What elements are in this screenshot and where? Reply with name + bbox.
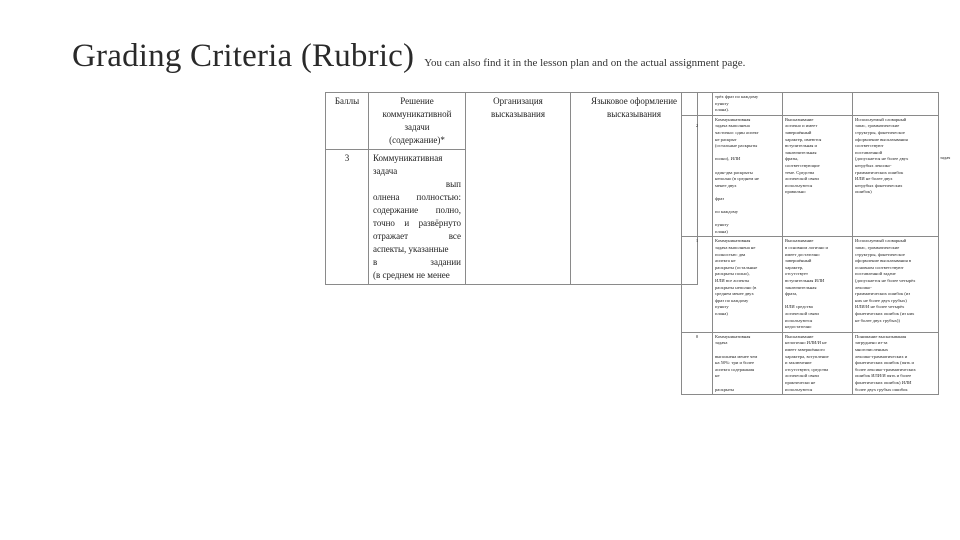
row-score-1 bbox=[682, 237, 939, 332]
cell-line: Коммуникативная bbox=[715, 238, 751, 244]
cell-line: (остальные раскрыты bbox=[715, 143, 758, 149]
cell-line: оформление высказывания bbox=[855, 136, 908, 142]
cell-line: ошибок) bbox=[855, 189, 872, 195]
cell-line: практически не bbox=[785, 379, 816, 385]
score-1: 1 bbox=[682, 237, 713, 332]
cell-line: (допускается не более двух bbox=[855, 156, 909, 162]
cell-line: фраз bbox=[715, 195, 725, 201]
cell-line: затруднено из-за bbox=[855, 340, 888, 346]
cell-line: на 50%: три и более bbox=[715, 360, 755, 366]
cell-line: выполнена менее чем bbox=[715, 353, 758, 359]
cell-line: логической связи bbox=[785, 373, 819, 379]
cell-line: ИЛИ/И не более четырёх bbox=[855, 304, 905, 310]
cell-line: Коммуникативная bbox=[715, 116, 751, 122]
cell-line: грамматических ошибок bbox=[855, 169, 904, 175]
cell-line: характер, bbox=[785, 264, 804, 270]
cell-line: не более двух грубых)) bbox=[855, 317, 900, 323]
cell-line: Понимание высказывания bbox=[855, 333, 907, 339]
cell-line bbox=[715, 163, 780, 170]
cell-line: основном соответствуют bbox=[855, 264, 904, 270]
cell-line: фонетических ошибок) ИЛИ bbox=[855, 379, 912, 385]
cell-line: частично: один аспект bbox=[715, 129, 759, 135]
cell-line: пункту bbox=[715, 222, 729, 228]
cell-line: ошибок ИЛИ/И пять и более bbox=[855, 373, 912, 379]
cell-line: завершённый bbox=[785, 129, 812, 135]
cell-line: не bbox=[715, 373, 720, 379]
cell-line: задача bbox=[715, 340, 728, 346]
cell-line bbox=[715, 216, 780, 223]
cell-line: структуры, фонетическое bbox=[855, 129, 905, 135]
cell-line bbox=[715, 150, 780, 157]
score-3: 3 bbox=[326, 150, 369, 285]
cell-line: грамматических ошибок (из bbox=[855, 291, 911, 297]
cell-line: логической связи bbox=[785, 311, 819, 316]
rubric-table-left bbox=[325, 92, 698, 285]
cell-line: не раскрыт bbox=[715, 136, 737, 142]
header-organization: Организация высказывания bbox=[466, 93, 571, 285]
cell-line: ИЛИ не более двух bbox=[855, 176, 893, 182]
cell-line bbox=[785, 298, 850, 305]
header-language: Языковое оформление высказывания bbox=[571, 93, 698, 285]
cell-line: лексико-грамматических и bbox=[855, 353, 908, 359]
header-solution: Решение коммуникативной задачи (содержание)* bbox=[369, 93, 466, 150]
cell-line: пункту bbox=[715, 304, 729, 310]
cell-line: плана) bbox=[715, 228, 728, 234]
cell-line: структуры, фонетическое bbox=[855, 251, 905, 257]
cell-line: запас, грамматические bbox=[855, 245, 900, 251]
cell-line: фраза, bbox=[785, 291, 798, 297]
row0-solution bbox=[713, 332, 783, 394]
cell-line: теме. Средства bbox=[785, 169, 815, 175]
cell-line: заключительная bbox=[785, 149, 817, 155]
cell-line: раскрыты неполно (в bbox=[715, 284, 757, 290]
cell-line: лексико- bbox=[855, 284, 872, 290]
cell-line: вступительная и bbox=[785, 143, 817, 149]
cell-line: нелогично ИЛИ/И не bbox=[785, 340, 827, 346]
row1-organization bbox=[783, 237, 853, 332]
cell-line: отсутствует bbox=[785, 271, 808, 277]
cell-line: один-два раскрыты bbox=[715, 169, 753, 175]
cell-line: соответствующие bbox=[785, 162, 820, 168]
cell-line: по каждому bbox=[715, 209, 739, 215]
cell-line: задача выполнена не bbox=[715, 245, 756, 251]
score-2: 2 bbox=[682, 115, 713, 237]
row1-solution bbox=[713, 237, 783, 332]
cell-line: запас, грамматические bbox=[855, 123, 900, 129]
cell-line: раскрыты полно), bbox=[715, 271, 750, 277]
cell-line: аспекта не bbox=[715, 258, 736, 264]
cell-line: Коммуникативная bbox=[715, 333, 751, 339]
row0-language bbox=[853, 332, 939, 394]
cell-line: полностью: два bbox=[715, 251, 746, 257]
cell-line: завершённый bbox=[785, 258, 812, 264]
continuation-row bbox=[682, 93, 939, 116]
cell-line: фонетических ошибок (из них bbox=[855, 311, 915, 316]
cell-line: используются bbox=[785, 386, 813, 392]
row-score-2 bbox=[682, 115, 939, 237]
edge-word: задач bbox=[940, 155, 951, 160]
cell-line: поставленной задаче bbox=[855, 271, 896, 277]
cell-line: ИЛИ все аспекты bbox=[715, 278, 750, 284]
title-main: Grading Criteria (Rubric) bbox=[72, 38, 415, 74]
cell-line: оформление высказывания в bbox=[855, 258, 912, 264]
header-row bbox=[326, 93, 698, 150]
cell-line: негрубых лексико- bbox=[855, 162, 892, 168]
cell-line: менее двух bbox=[715, 182, 737, 188]
cell-line: характера, вступление bbox=[785, 353, 829, 359]
cell-line: характер, имеются bbox=[785, 136, 822, 142]
cell-line: имеет завершённого bbox=[785, 346, 825, 352]
cell-line: них не более двух грубых) bbox=[855, 297, 907, 303]
cell-line: недостаточно bbox=[785, 324, 812, 330]
cell-line: Высказывание bbox=[785, 116, 814, 122]
cell-line: имеет достаточно bbox=[785, 251, 820, 257]
row2-language bbox=[853, 115, 939, 237]
rubric-table-right bbox=[681, 92, 939, 395]
cell-line: логической связи bbox=[785, 176, 819, 182]
cell-line: более лексико-грамматических bbox=[855, 366, 916, 372]
cell-line: вступительная ИЛИ bbox=[785, 278, 825, 284]
cell-line: фразы, bbox=[785, 156, 799, 162]
cell-line: используются bbox=[785, 317, 813, 323]
cell-line: плана) bbox=[715, 311, 728, 316]
cell-line: Используемый словарный bbox=[855, 116, 907, 122]
cell-line: Высказывание bbox=[785, 238, 814, 244]
row3-solution: Коммуникативная задача вып олнена полностью: содержание полно, точно и развёрнуто отражает все аспекты, указанные в задании (в среднем не менее bbox=[369, 150, 466, 285]
cell-line: фраз по каждому bbox=[715, 297, 749, 303]
cell-line bbox=[715, 189, 780, 196]
cell-line: (допускается не более четырёх bbox=[855, 278, 916, 284]
continuation-text: трёх фраз по каждому пункту плана). bbox=[713, 93, 783, 116]
cell-line: правильно bbox=[785, 189, 806, 195]
header-score: Баллы bbox=[326, 93, 369, 150]
title-subtitle: You can also find it in the lesson plan and on the actual assignment page. bbox=[424, 57, 746, 69]
cell-line: раскрыты bbox=[715, 386, 735, 392]
cell-line: фонетических ошибок (пять и bbox=[855, 360, 914, 366]
cell-line: соответствуют bbox=[855, 143, 884, 149]
cell-line: отсутствуют, средства bbox=[785, 366, 829, 372]
score-0: 0 bbox=[682, 332, 713, 394]
cell-line: задача выполнена bbox=[715, 123, 750, 129]
cell-line: ИЛИ средства bbox=[785, 304, 813, 310]
row2-organization bbox=[783, 115, 853, 237]
cell-line: более двух грубых ошибок bbox=[855, 386, 908, 392]
cell-line: Используемый словарный bbox=[855, 238, 907, 244]
slide-title bbox=[72, 38, 745, 75]
cell-line: аспекта содержания bbox=[715, 366, 755, 372]
cell-line: используются bbox=[785, 182, 813, 188]
cell-line: раскрыты (остальные bbox=[715, 264, 758, 270]
cell-line: и заключение bbox=[785, 360, 812, 366]
cell-line: в основном логично и bbox=[785, 245, 829, 251]
row2-solution bbox=[713, 115, 783, 237]
cell-line bbox=[715, 380, 780, 387]
row0-organization bbox=[783, 332, 853, 394]
cell-line: поставленной bbox=[855, 149, 883, 155]
cell-line: заключительная bbox=[785, 284, 817, 290]
cell-line: Высказывание bbox=[785, 333, 814, 339]
cell-line: негрубых фонетических bbox=[855, 182, 903, 188]
cell-line: среднем менее двух bbox=[715, 291, 754, 297]
cell-line bbox=[715, 203, 780, 210]
cell-line: многочисленных bbox=[855, 346, 889, 352]
row-score-0 bbox=[682, 332, 939, 394]
cell-line: неполно (в среднем не bbox=[715, 176, 759, 182]
cell-line: логично и имеет bbox=[785, 123, 818, 129]
cell-line bbox=[715, 347, 780, 354]
cell-line: полно), ИЛИ bbox=[715, 156, 741, 162]
row1-language bbox=[853, 237, 939, 332]
